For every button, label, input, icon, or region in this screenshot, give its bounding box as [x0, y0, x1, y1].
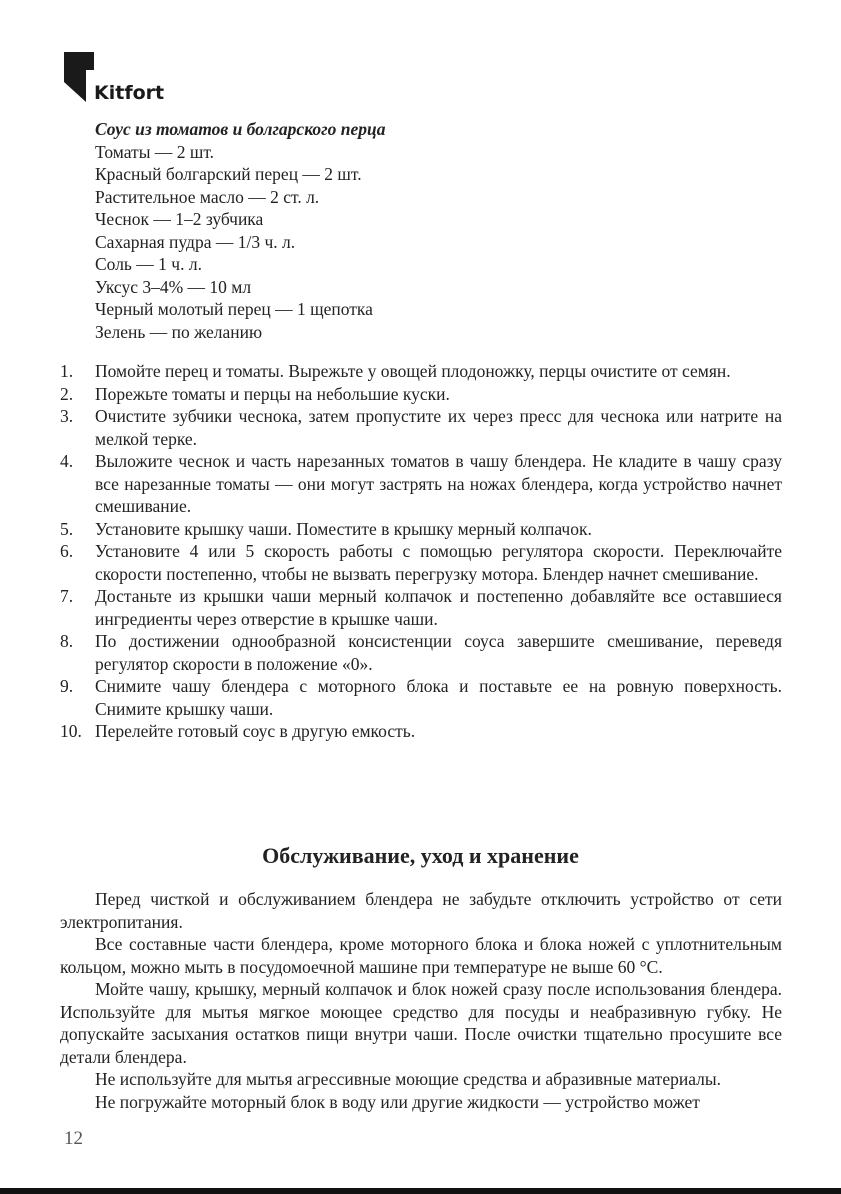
care-paragraph: Все составные части блендера, кроме моторного блока и блока ножей с уплотнительным кольцом, можно мыть в посудомоечной машине при температуре не выше 60 °C.: [60, 934, 782, 977]
step-item: [60, 405, 782, 450]
ingredient-item: Чеснок — 1–2 зубчика: [95, 209, 264, 229]
kitfort-logo-icon: [64, 52, 94, 102]
step-number: 6.: [60, 541, 74, 561]
step-text: Выложите чеснок и часть нарезанных томатов в чашу блендера. Не кладите в чашу сразу все нарезанные томаты — они могут застрять на ножах блендера, когда устройство начнет смешивание.: [95, 451, 782, 516]
brand-name: Kitfort: [94, 82, 165, 104]
ingredient-item: Зелень — по желанию: [95, 321, 263, 342]
step-text: Достаньте из крышки чаши мерный колпачок и постепенно добавляйте все оставшиеся ингредиенты через отверстие в крышке чаши.: [95, 586, 782, 629]
step-number: 1.: [60, 361, 74, 381]
step-item: [60, 518, 782, 541]
recipe-block: [95, 118, 385, 343]
step-item: [60, 383, 782, 406]
step-item: [60, 720, 782, 743]
ingredient-item: Сахарная пудра — 1/3 ч. л.: [95, 231, 296, 252]
step-number: 4.: [60, 451, 74, 471]
care-paragraph: Не погружайте моторный блок в воду или другие жидкости — устройство может: [95, 1091, 700, 1112]
care-paragraph: Мойте чашу, крышку, мерный колпачок и блок ножей сразу после использования блендера. Используйте для мытья мягкое моющее средство для посуды и неабразивную губку. Не допускайте засыхания остатков пищи внутри чаши. После очистки тщательно просушите все детали блендера.: [60, 979, 782, 1067]
step-item: [60, 540, 782, 585]
care-section: [60, 888, 782, 1113]
ingredient-item: Соль — 1 ч. л.: [95, 254, 202, 274]
brand-logo: [64, 52, 174, 102]
step-item: [60, 360, 782, 383]
page-number: 12: [64, 1128, 83, 1149]
step-text: Установите крышку чаши. Поместите в крышку мерный колпачок.: [95, 518, 592, 539]
care-paragraph: Не используйте для мытья агрессивные моющие средства и абразивные материалы.: [95, 1069, 721, 1089]
section-title: Обслуживание, уход и хранение: [262, 843, 579, 868]
step-number: 8.: [60, 631, 74, 651]
step-text: По достижении однообразной консистенции соуса завершите смешивание, переведя регулятор скорости в положение «0».: [95, 631, 782, 674]
step-number: 10.: [60, 721, 82, 741]
ingredient-item: Красный болгарский перец — 2 шт.: [95, 164, 362, 184]
recipe-title: Соус из томатов и болгарского перца: [95, 119, 386, 139]
step-item: [60, 450, 782, 518]
step-text: Порежьте томаты и перцы на небольшие куски.: [95, 383, 450, 404]
ingredient-item: Черный молотый перец — 1 щепотка: [95, 299, 373, 319]
step-number: 2.: [60, 383, 74, 404]
ingredient-item: Растительное масло — 2 ст. л.: [95, 186, 320, 207]
step-text: Установите 4 или 5 скорость работы с помощью регулятора скорости. Переключайте скорости постепенно, чтобы не вызвать перегрузку мотора. Блендер начнет смешивание.: [95, 541, 782, 584]
step-list: [60, 360, 782, 743]
care-paragraph: Перед чисткой и обслуживанием блендера не забудьте отключить устройство от сети электропитания.: [60, 889, 782, 932]
ingredient-item: Томаты — 2 шт.: [95, 141, 215, 162]
step-number: 7.: [60, 586, 74, 606]
step-item: [60, 585, 782, 630]
step-number: 9.: [60, 676, 74, 696]
ingredient-item: Уксус 3–4% — 10 мл: [95, 276, 252, 297]
step-text: Перелейте готовый соус в другую емкость.: [95, 721, 416, 741]
step-number: 3.: [60, 406, 74, 426]
step-text: Помойте перец и томаты. Вырежьте у овощей плодоножку, перцы очистите от семян.: [95, 361, 731, 381]
ingredient-list: [95, 141, 385, 344]
bottom-rule: [0, 1188, 841, 1194]
step-item: [60, 675, 782, 720]
step-item: [60, 630, 782, 675]
step-number: 5.: [60, 518, 74, 539]
step-text: Снимите чашу блендера с моторного блока и поставьте ее на ровную поверхность. Снимите крышку чаши.: [95, 676, 782, 719]
step-text: Очистите зубчики чеснока, затем пропустите их через пресс для чеснока или натрите на мелкой терке.: [95, 406, 782, 449]
